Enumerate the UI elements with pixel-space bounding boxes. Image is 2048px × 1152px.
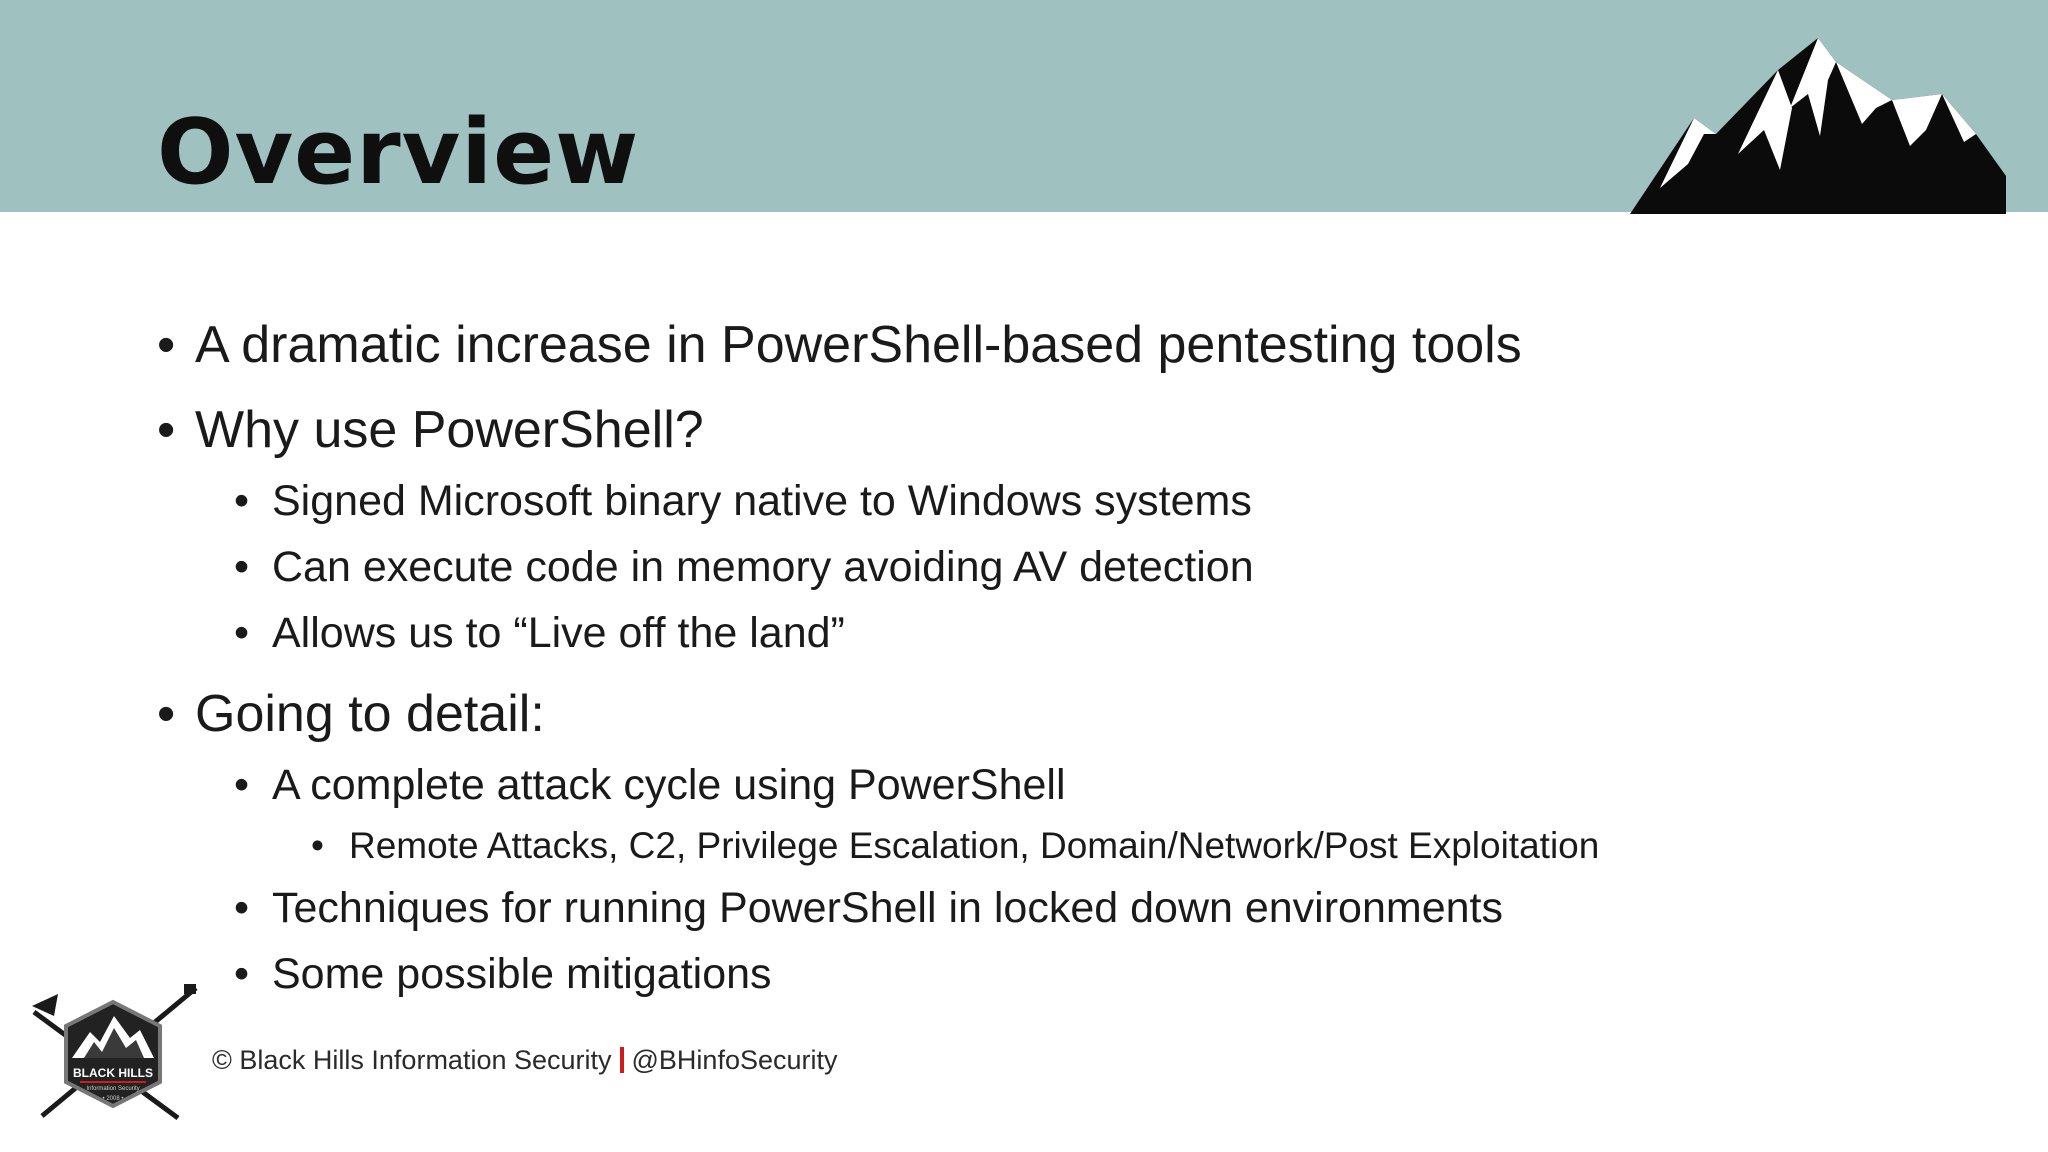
slide-title: Overview [157, 100, 640, 205]
footer [212, 1043, 838, 1077]
footer-handle: @BHinfoSecurity [631, 1045, 838, 1075]
bullet-icon: • [234, 884, 250, 932]
bullet-icon: • [234, 609, 250, 657]
bullet-icon: • [234, 477, 250, 525]
badge-brand-text: BLACK HILLS [73, 1066, 153, 1080]
black-hills-badge-icon [28, 982, 198, 1122]
badge-sub-text: Information Security [86, 1086, 140, 1092]
bullet-icon: • [311, 825, 324, 866]
bullet-icon: • [234, 543, 250, 591]
bullet-icon: • [157, 401, 176, 459]
bullet-icon: • [234, 761, 250, 809]
slide: Overview • A dramatic increase in PowerShell-based pentesting tools • Why use PowerShell? • Signed Microsoft binary native to Windows systems • Can execute code in memory avoiding AV detection • Allows us to “Live off the land” • Going to detail: • A complete attack cycle using PowerShell • Remote Attacks, C2, Privilege Escalation, Domain/Network/Post Exploitation • Techniques for running PowerShell in locked down environments • Some possible mitigations BLACK HILLS Information Security • 2008 • © Black Hills Information Security @BHinfoSecurity [0, 0, 2048, 1152]
badge-year-text: • 2008 • [102, 1096, 124, 1102]
footer-copyright: © Black Hills Information Security [212, 1045, 612, 1075]
footer-separator [620, 1047, 624, 1073]
bullet-icon: • [157, 685, 176, 743]
bullet-icon: • [234, 950, 250, 998]
mountain-icon [1630, 38, 2006, 214]
bullet-icon: • [157, 316, 176, 374]
